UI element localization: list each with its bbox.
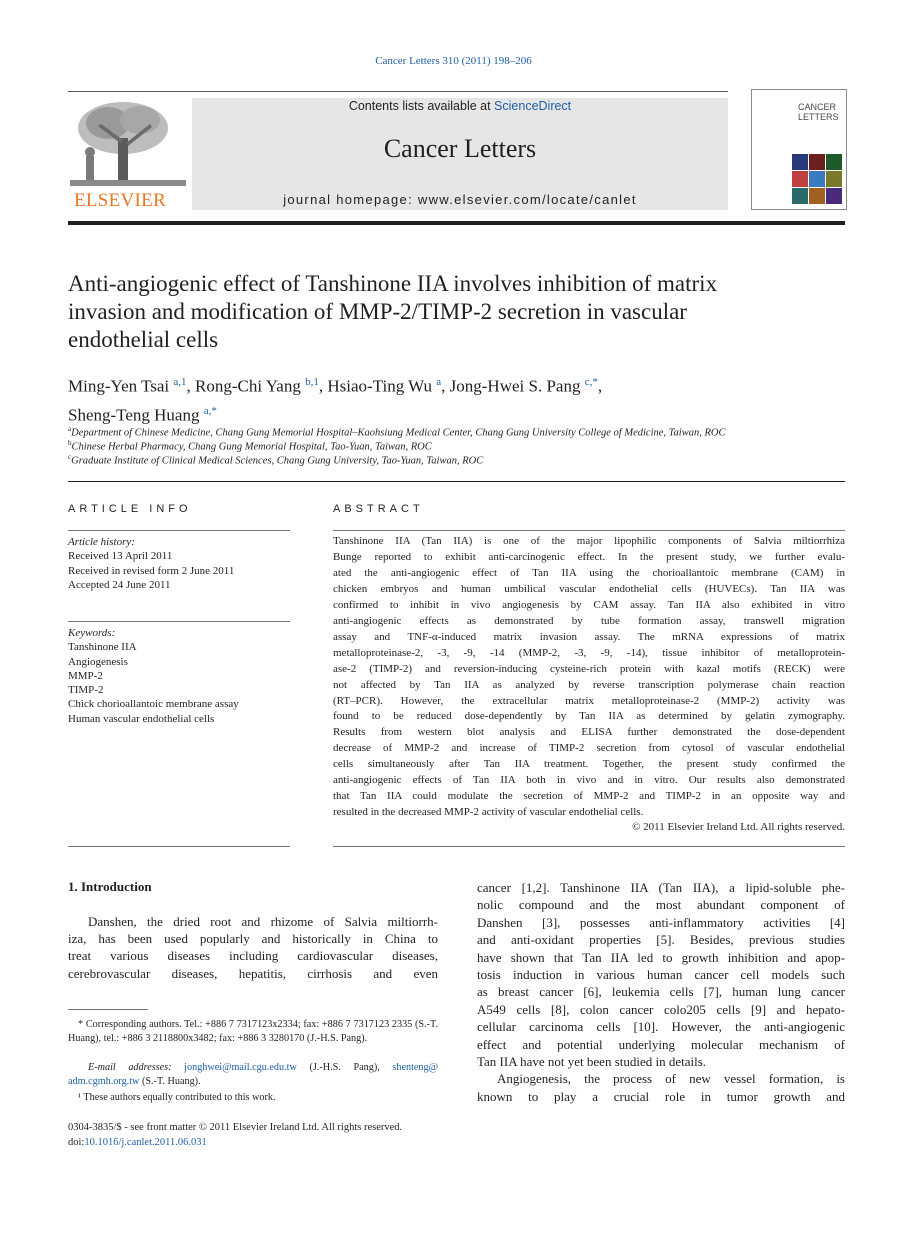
body-line: treat various diseases including cardiovascular diseases, [68,948,438,964]
journal-homepage[interactable]: journal homepage: www.elsevier.com/locate/canlet [283,192,637,207]
keyword: MMP-2 [68,669,103,682]
doi-link[interactable]: 10.1016/j.canlet.2011.06.031 [84,1137,207,1148]
abstract-bottom-rule [333,846,845,847]
author-name: Ming-Yen Tsai [68,376,170,396]
abstract-copyright: © 2011 Elsevier Ireland Ltd. All rights reserved. [632,821,845,833]
intro-paragraph-left-cont [68,930,438,982]
abstract-line: Bunge reported to exhibit anti-carcinogenic effect. In the present study, we further evalu- [333,550,845,563]
author-affiliation-link[interactable]: c,* [584,376,598,388]
header-top-rule [68,91,728,92]
author-name: Hsiao-Ting Wu [327,376,432,396]
footnote-equal-contribution: ¹ These authors equally contributed to this work. [78,1092,276,1103]
abstract-line: Results from western blot analysis and ELISA further demonstrated the dose-dependent [333,726,845,739]
author-affiliation-link[interactable]: a,1 [173,376,187,388]
abstract-line: confirmed to inhibit in vivo angiogenesis by CAM assay. Tan IIA also exhibited in vitro [333,598,845,611]
abstract-line: decrease of MMP-2 and increase of TIMP-2 secretion from cytosol of vascular endothelial [333,742,845,755]
body-line: cerebrovascular diseases, hepatitis, cirrhosis and even [68,965,438,981]
footnote-rule [68,1009,148,1010]
abstract-text [333,534,845,821]
email-link-huang[interactable]: shenteng@ [392,1062,439,1073]
abstract-line: that Tan IIA could modulate the secretion of MMP-2 and TIMP-2 in an opposite way and [333,790,845,803]
abstract-line: cells simultaneously after Tan IIA treatment. Together, the present study confirmed the [333,758,845,771]
body-line: cellular carcinoma cells [10]. However, the anti-angiogenic [477,1019,845,1035]
title-line: Anti-angiogenic effect of Tanshinone IIA involves inhibition of matrix [68,271,718,296]
abstract-line: ated the anti-angiogenic effect of Tan IIA using the chorioallantoic membrane (CAM) in [333,566,845,579]
article-title [68,270,848,354]
footnote-corresponding: * Corresponding authors. Tel.: +886 7 7317123x2334; fax: +886 7 7317123 2335 (S.-T. Huang), tel.: +886 3 2118800x3482; fax: +886 3 3280170 (J.-H.S. Pang). [68,1019,438,1045]
keyword: Tanshinone IIA [68,641,137,654]
history-item: Accepted 24 June 2011 [68,578,171,591]
contents-prefix: Contents lists available at [348,99,495,113]
info-bottom-rule [68,846,290,847]
keyword: TIMP-2 [68,684,104,697]
journal-title: Cancer Letters [383,134,537,163]
body-line: effect and potential underlying molecular mechanism of [477,1036,845,1052]
body-line: nolic compound and the most abundant component of [477,897,845,913]
article-info-heading: ARTICLE INFO [68,503,192,515]
title-line: invasion and modification of MMP-2/TIMP-2 secretion in vascular [68,299,687,324]
email-link-pang[interactable]: jonghwei@mail.cgu.edu.tw [184,1062,297,1073]
affiliation-a: $^a$Department of Chinese Medicine, Chang Gung Memorial Hospital–Kaohsiung Medical Center, Chang Gung University College of Medicine, Taiwan, ROC [68,425,726,439]
sciencedirect-link[interactable]: ScienceDirect [494,99,572,113]
history-label: Article history: [68,536,135,548]
abstract-line: Tanshinone IIA (Tan IIA) is one of the major lipophilic components of Salvia miltiorrhiza [333,535,845,547]
abstract-rule [333,530,845,531]
keywords [68,626,290,726]
abstract-line: (RT–PCR). However, the extracellular matrix metalloproteinase-2 (MMP-2) activity was [333,694,845,707]
intro-paragraph-right [477,879,845,1105]
abstract-line: not affected by Tan IIA as analyzed by reverse transcription polymerase chain reaction [333,678,845,691]
author-name: Sheng-Teng Huang [68,405,200,425]
body-line: Danshen [3], possesses anti-inflammatory activities [4] [477,914,845,930]
body-line: cancer [1,2]. Tanshinone IIA (Tan IIA), a lipid-soluble phe- [477,880,845,895]
abstract-line: resulted in the decreased MMP-2 activity of vascular endothelial cells. [333,806,644,819]
body-line: A549 cells [8], colon cancer colo205 cells [9] and hepato- [477,1001,845,1017]
author-affiliation-link[interactable]: a,* [203,404,217,417]
affiliations-rule [68,481,845,482]
author-affiliation-link[interactable]: a [436,376,442,388]
section-heading-introduction: 1. Introduction [68,879,152,894]
footnote-emails: E-mail addresses: jonghwei@mail.cgu.edu.tw (J.-H.S. Pang), shenteng@ adm.cgmh.org.tw (S.-T. Huang). [68,1062,439,1088]
abstract-line: chicken embryos and human umbilical vascular endothelial cells (HUVECs). Tan IIA was [333,582,845,595]
keyword: Human vascular endothelial cells [68,712,215,725]
author-name: Rong-Chi Yang [195,376,301,396]
body-line: Danshen, the dried root and rhizome of Salvia miltiorrh- [88,914,438,929]
abstract-line: found to be reduced dose-dependently by Tan IIA as determined by gelatin zymography. [333,710,845,723]
cover-image-grid [790,152,844,206]
history-item: Received 13 April 2011 [68,550,173,563]
body-line: and anti-oxidant properties [5]. Besides, previous studies [477,932,845,948]
title-line: endothelial cells [68,327,219,352]
email-label: E-mail addresses: [88,1062,172,1073]
body-line: as breast cancer [6], leukemia cells [7], human lung cancer [477,984,845,1000]
affiliation-c: $^c$Graduate Institute of Clinical Medical Sciences, Chang Gung University, Tao-Yuan, Taiwan, ROC [68,453,484,467]
email-link-huang-cont[interactable]: adm.cgmh.org.tw [68,1076,140,1088]
cover-title-line1: CANCER [798,102,837,112]
affiliation-b: $^b$Chinese Herbal Pharmacy, Chang Gung Memorial Hospital, Tao-Yuan, Taiwan, ROC [68,439,432,453]
abstract-line: anti-angiogenic effects of Tan IIA both in vivo and in vitro. Our results also demonstrated [333,774,845,787]
author-name: Jong-Hwei S. Pang [449,376,581,396]
body-line: iza, has been used popularly and historically in China to [68,931,438,946]
author-affiliation-link[interactable]: b,1 [305,376,319,388]
keywords-label: Keywords: [68,627,116,639]
abstract-line: anti-angiogenic effects as demonstrated by tube formation assay, transwell migration [333,614,845,627]
publisher-name: ELSEVIER [73,190,167,211]
keyword: Chick chorioallantoic membrane assay [68,698,239,711]
author-list: Ming-Yen Tsai $^{a,1}$, Rong-Chi Yang $^{b,1}$, Hsiao-Ting Wu $^a$, Jong-Hwei S. Pang $^{c,*}$, Sheng-Teng Huang $^{a,*}$ [68,376,603,425]
contents-line [192,99,728,113]
abstract-line: metalloproteinase-2, -3, -9, -14 (MMP-2, -3, -9, -14), tissue inhibitor of metalloprotein- [333,646,845,659]
body-line: Tan IIA have not yet been studied in details. [477,1054,707,1070]
header-thick-rule [68,221,845,225]
cover-title-line2: LETTERS [798,112,839,122]
keyword: Angiogenesis [68,655,128,668]
doi-line: doi:10.1016/j.canlet.2011.06.031 [68,1137,207,1148]
keywords-rule [68,621,290,622]
body-line: have shown that Tan IIA led to growth inhibition and apop- [477,949,845,965]
article-history [68,535,290,592]
body-line: Angiogenesis, the process of new vessel formation, is [497,1071,845,1087]
abstract-line: assay and TNF-α-induced matrix invasion assay. The mRNA expressions of matrix [333,630,845,643]
body-line: tosis induction in various human cancer cell models such [477,967,845,983]
body-line: known to play a crucial role in tumor growth and [477,1088,845,1104]
history-item: Received in revised form 2 June 2011 [68,564,235,577]
article-info-rule [68,530,290,531]
abstract-line: ase-2 (TIMP-2) and reversion-inducing cysteine-rich protein with kazal motifs (RECK) were [333,662,845,675]
intro-paragraph-left [68,913,438,930]
issn-line: 0304-3835/$ - see front matter © 2011 Elsevier Ireland Ltd. All rights reserved. [68,1122,403,1133]
journal-cover-thumbnail [751,89,847,210]
abstract-heading: ABSTRACT [333,503,424,515]
journal-citation[interactable]: Cancer Letters 310 (2011) 198–206 [375,55,532,67]
